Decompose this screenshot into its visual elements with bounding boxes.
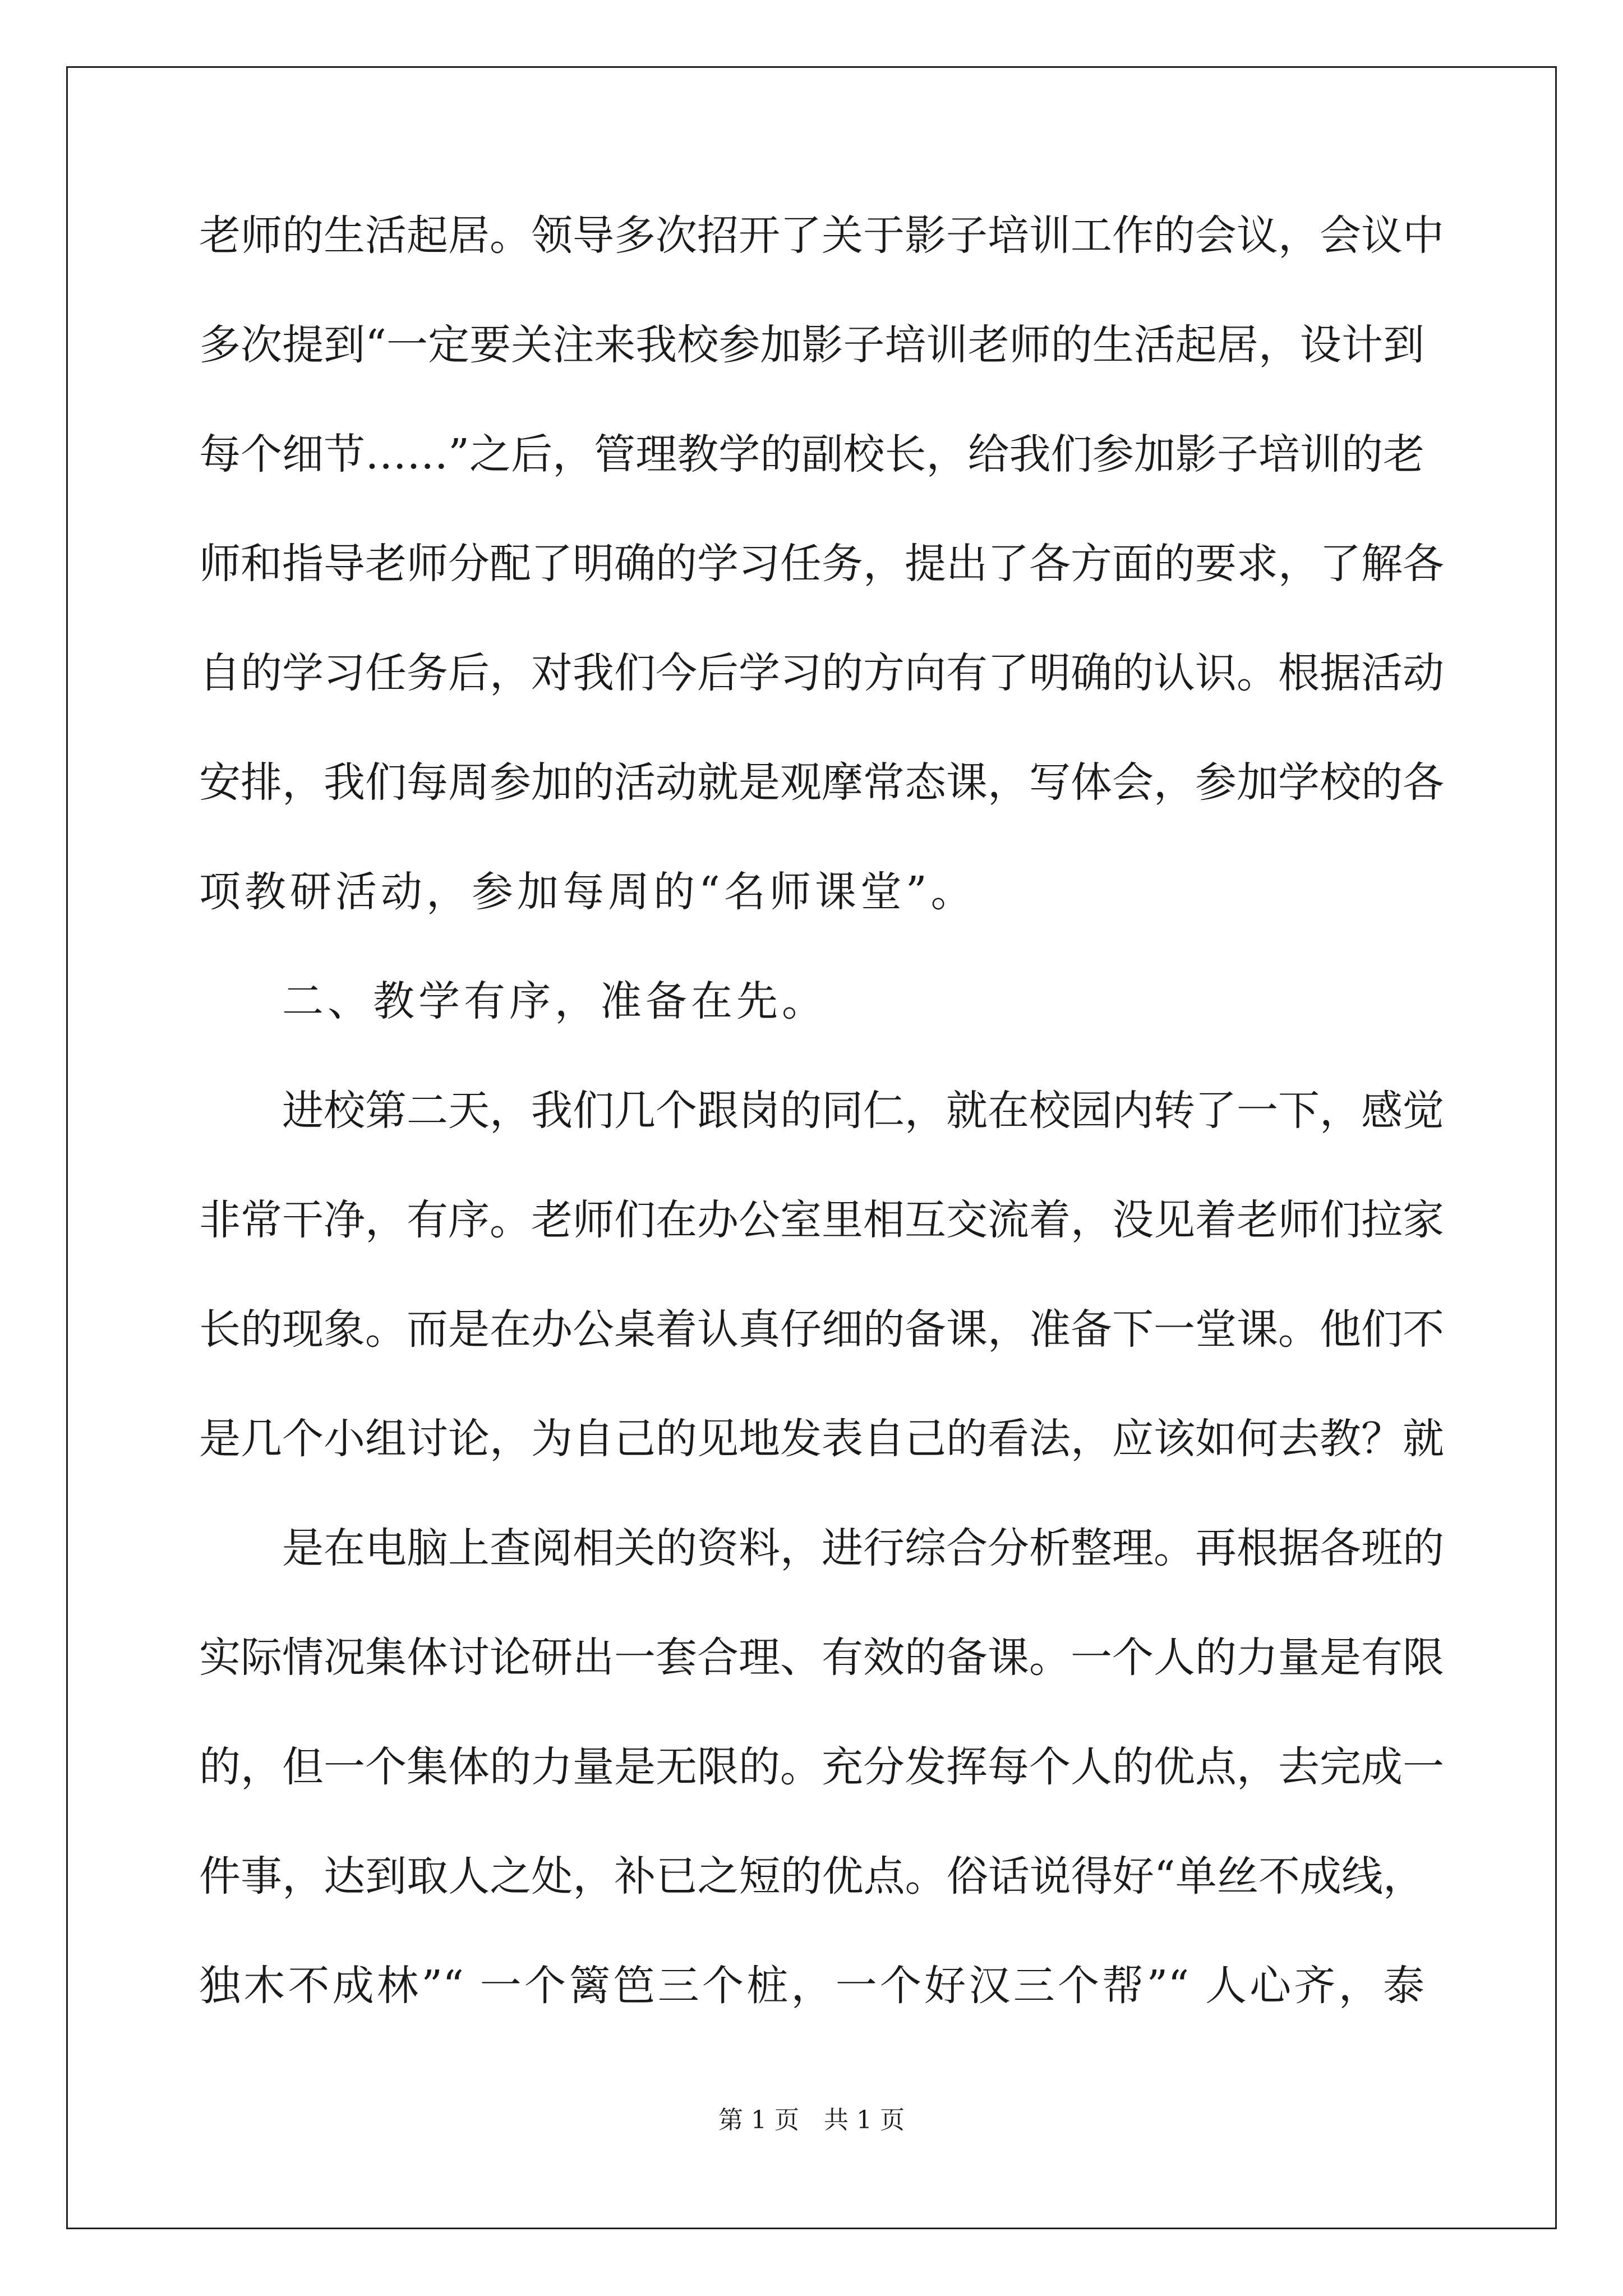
text-line: 安排，我们每周参加的活动就是观摩常态课，写体会，参加学校的各 [199, 758, 1444, 807]
text-line: 多次提到“一定要关注来我校参加影子培训老师的生活起居，设计到 [199, 321, 1424, 369]
text-line: 件事，达到取人之处，补已之短的优点。俗话说得好“单丝不成线， [199, 1852, 1424, 1901]
text-line: 是几个小组讨论，为自己的见地发表自己的看法，应该如何去教？就 [199, 1415, 1444, 1463]
text-line: 进校第二天，我们几个跟岗的同仁，就在校园内转了一下，感觉 [282, 1087, 1444, 1135]
text-line: 二、教学有序，准备在先。 [282, 977, 827, 1025]
text-line: 老师的生活起居。领导多次招开了关于影子培训工作的会议，会议中 [199, 211, 1444, 260]
text-line: 实际情况集体讨论研出一套合理、有效的备课。一个人的力量是有限 [199, 1634, 1444, 1682]
document-body [199, 202, 1444, 2062]
text-line: 自的学习任务后，对我们今后学习的方向有了明确的认识。根据活动 [199, 649, 1444, 697]
text-line: 师和指导老师分配了明确的学习任务，提出了各方面的要求，了解各 [199, 540, 1444, 588]
text-line: 独木不成林”“ 一个篱笆三个桩，一个好汉三个帮”“ 人心齐，泰 [199, 1962, 1424, 2010]
text-line: 项教研活动，参加每周的“名师课堂”。 [199, 868, 976, 916]
page-number-footer: 第 1 页 共 1 页 [718, 2106, 905, 2134]
text-line: 非常干净，有序。老师们在办公室里相互交流着，没见着老师们拉家 [199, 1196, 1444, 1244]
text-line: 每个细节……”之后，管理教学的副校长，给我们参加影子培训的老 [199, 430, 1424, 478]
text-line: 是在电脑上查阅相关的资料，进行综合分析整理。再根据各班的 [282, 1524, 1444, 1572]
text-line: 的，但一个集体的力量是无限的。充分发挥每个人的优点，去完成一 [199, 1743, 1444, 1791]
text-line: 长的现象。而是在办公桌着认真仔细的备课，准备下一堂课。他们不 [199, 1305, 1444, 1354]
